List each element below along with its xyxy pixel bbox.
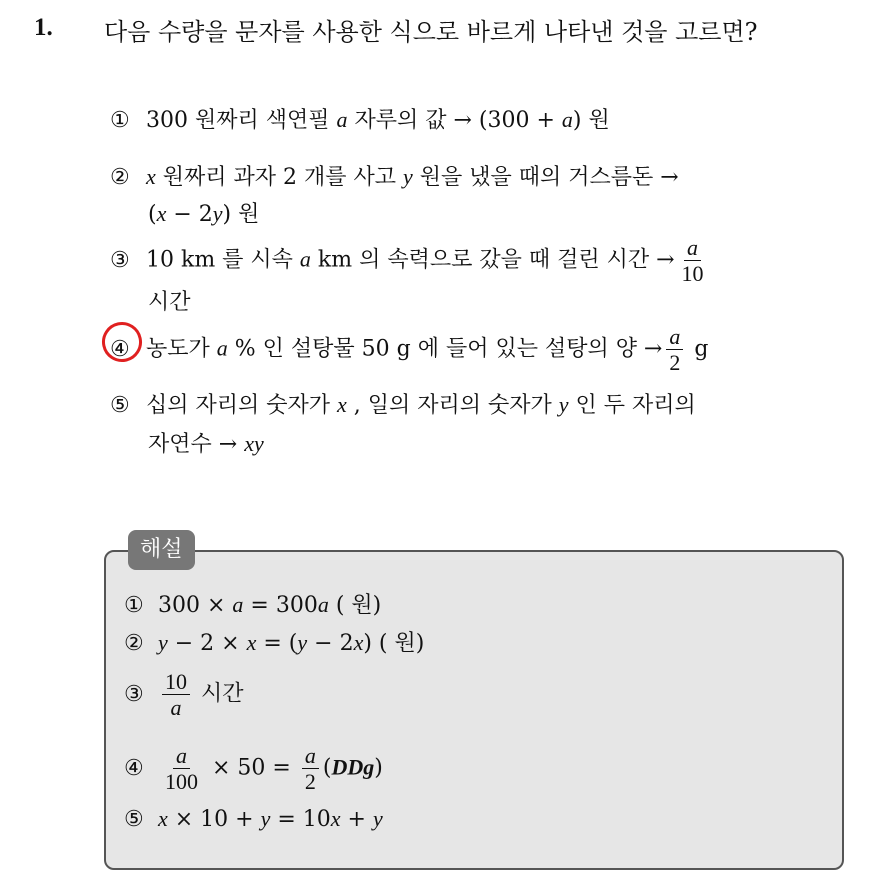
choice-text: − 2 <box>166 202 213 227</box>
choice-number: ④ <box>110 336 130 362</box>
math-var: x <box>158 806 168 831</box>
choice-3-continued: 시간 <box>148 290 191 315</box>
explanation-item-2 <box>124 626 424 661</box>
exp-text: = 10 <box>270 807 331 832</box>
math-var: x <box>337 392 347 417</box>
choice-text: km 의 속력으로 갔을 때 걸린 시간 → <box>310 247 675 273</box>
math-var: y <box>558 392 569 417</box>
math-var: x <box>156 201 167 226</box>
exp-text: ( 원) <box>328 593 382 618</box>
choice-4[interactable] <box>110 325 708 374</box>
choice-2[interactable] <box>110 160 679 195</box>
choice-text: , 일의 자리의 숫자가 <box>346 393 559 418</box>
choice-text: 자루의 값 → (300 + <box>347 108 562 133</box>
choice-text: 십의 자리의 숫자가 <box>146 393 337 418</box>
exp-text: − 2 × <box>167 631 247 656</box>
fraction <box>162 670 190 719</box>
choice-text: % 인 설탕물 50 g 에 들어 있는 설탕의 양 → <box>227 336 663 362</box>
choice-text: g <box>687 336 709 362</box>
choice-text: 인 두 자리의 <box>568 393 696 418</box>
item-number: ④ <box>124 755 144 781</box>
item-number: ① <box>124 593 144 618</box>
math-var: y <box>372 806 383 831</box>
choice-2-continued <box>148 197 259 232</box>
math-var: y <box>403 164 413 189</box>
math-var: x <box>353 630 364 655</box>
math-var: y <box>297 630 308 655</box>
fraction <box>302 744 319 793</box>
fraction-numerator: a <box>173 744 190 769</box>
exp-text: ) ( 원) <box>363 631 425 656</box>
fraction <box>162 744 201 793</box>
choice-number: ① <box>110 108 130 133</box>
choice-text: ( <box>148 202 157 227</box>
math-var: x <box>330 806 341 831</box>
math-var: DDg <box>331 754 375 780</box>
item-number: ③ <box>124 681 144 707</box>
fraction-numerator: 10 <box>162 670 190 695</box>
explanation-item-4 <box>124 744 383 793</box>
choice-5[interactable] <box>110 388 696 423</box>
question-text: 다음 수량을 문자를 사용한 식으로 바르게 나타낸 것을 고르면? <box>104 18 758 46</box>
choice-text: 자연수 → <box>148 432 245 457</box>
math-var: y <box>260 806 271 831</box>
choice-1[interactable] <box>110 103 610 138</box>
exp-text: + <box>340 807 373 832</box>
math-var: x <box>146 164 156 189</box>
exp-text: 시간 <box>194 681 244 707</box>
math-var: a <box>216 335 228 361</box>
fraction-denominator: a <box>170 695 182 721</box>
choice-text: 10 km 를 시속 <box>146 247 300 273</box>
fraction-denominator: 10 <box>681 261 704 287</box>
choice-text: 300 원짜리 색연필 <box>146 108 337 133</box>
math-var: x <box>246 630 257 655</box>
item-number: ② <box>124 631 144 656</box>
exp-text: = ( <box>256 631 298 656</box>
math-var: y <box>212 201 223 226</box>
choice-text: 농도가 <box>146 336 217 362</box>
choice-number: ② <box>110 165 130 190</box>
fraction-numerator: a <box>684 236 701 261</box>
math-var: a <box>336 107 348 132</box>
exp-text: × 10 + <box>167 807 261 832</box>
exp-text: × 50 = <box>205 755 298 781</box>
exp-text: − 2 <box>307 631 354 656</box>
math-var: a <box>299 246 311 272</box>
choice-3[interactable] <box>110 236 711 285</box>
math-var: a <box>232 592 244 617</box>
question-number: 1. <box>34 14 53 41</box>
fraction <box>666 325 683 374</box>
choice-number: ③ <box>110 247 130 273</box>
explanation-item-1 <box>124 588 381 623</box>
math-var: a <box>317 592 329 617</box>
explanation-item-5 <box>124 802 383 837</box>
exp-text: = 300 <box>243 593 318 618</box>
fraction-denominator: 2 <box>669 350 681 376</box>
choice-number: ⑤ <box>110 393 130 418</box>
math-var: xy <box>244 431 264 456</box>
fraction-denominator: 100 <box>165 769 198 795</box>
explanation-label: 해설 <box>128 530 195 570</box>
choice-text: ) 원 <box>572 108 610 133</box>
math-var: a <box>561 107 573 132</box>
choice-text: 원짜리 과자 2 개를 사고 <box>155 165 403 190</box>
fraction-denominator: 2 <box>304 769 316 795</box>
fraction-numerator: a <box>666 325 683 350</box>
choice-text: ) 원 <box>222 202 260 227</box>
exp-text: 300 × <box>158 593 233 618</box>
item-number: ⑤ <box>124 807 144 832</box>
exp-text: ) <box>374 755 383 781</box>
exp-text: ( <box>322 755 332 781</box>
choice-text: 원을 냈을 때의 거스름돈 → <box>412 165 679 190</box>
math-var: y <box>158 630 168 655</box>
choice-5-continued <box>148 427 264 462</box>
fraction-numerator: a <box>302 744 319 769</box>
explanation-item-3 <box>124 670 244 719</box>
fraction <box>679 236 707 285</box>
